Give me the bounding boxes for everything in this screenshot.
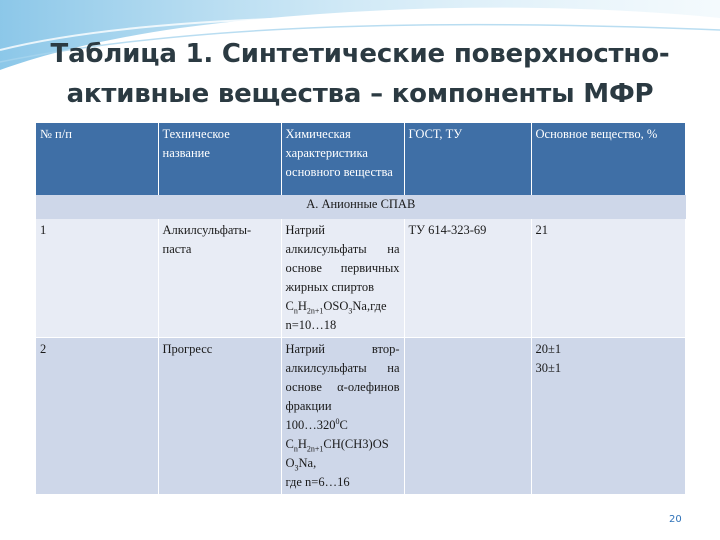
table-header-row (36, 123, 686, 195)
header-tech-name: Техническое название (158, 123, 281, 195)
row2-formula: $C_nH_{2n+1}CH(CH3)OS$ (285, 437, 389, 454)
surfactants-table (36, 123, 686, 494)
row2-num: 2 (36, 338, 158, 495)
row1-chem-text: Натрий алкилсульфаты на основе первичных жирных спиртов (285, 223, 400, 294)
table-row (36, 338, 686, 495)
row2-main (531, 338, 686, 495)
row1-num: 1 (36, 219, 158, 338)
header-main: Основное вещество, % (531, 123, 686, 195)
table-section-row (36, 195, 686, 219)
row1-gost: ТУ 614-323-69 (404, 219, 531, 338)
row2-tech-name: Прогресс (158, 338, 281, 495)
row2-formula-cont: $O_3Na$, (285, 456, 317, 473)
table-row (36, 219, 686, 338)
page-number: 20 (669, 514, 682, 525)
row2-main-2: 30±1 (535, 361, 562, 375)
row2-chem-text: Натрий втор-алкилсульфаты на основе α-олефинов фракции (285, 342, 400, 413)
row2-chem (281, 338, 404, 495)
row2-temp: $100\dots 320^0C$ (285, 416, 348, 432)
header-gost: ГОСТ, ТУ (404, 123, 531, 195)
row1-n-range: n=10…18 (285, 318, 337, 332)
title-line-2: активные вещества – компоненты МФР (66, 79, 654, 109)
row2-n-range: где n=6…16 (285, 475, 350, 489)
row1-chem (281, 219, 404, 338)
row2-gost (404, 338, 531, 495)
title-line-1: Таблица 1. Синтетические поверхностно- (50, 39, 670, 69)
header-chem: Химическая характеристика основного вещества (281, 123, 404, 195)
row2-main-1: 20±1 (535, 342, 562, 356)
header-num: № п/п (36, 123, 158, 195)
row1-main: 21 (531, 219, 686, 338)
page-title (20, 34, 700, 114)
row1-formula: $C_nH_{2n+1}OSO_3Na,где$ (285, 299, 387, 316)
row1-tech-name: Алкилсульфаты-паста (158, 219, 281, 338)
section-anionic: А. Анионные СПАВ (36, 195, 686, 219)
